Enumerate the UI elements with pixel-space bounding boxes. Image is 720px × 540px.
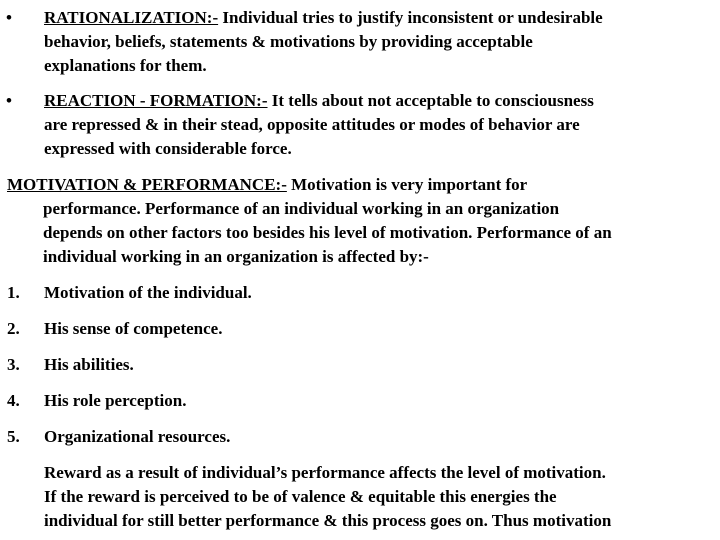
factor-number: 2. [7, 319, 20, 338]
text-line: behavior, beliefs, statements & motivations by providing acceptable [44, 32, 533, 51]
factor-text: His sense of competence. [44, 319, 223, 338]
text-line: Individual tries to justify inconsistent or undesirable [218, 8, 603, 27]
factor-number: 5. [7, 427, 20, 446]
bullet-item-reaction-formation [0, 89, 716, 161]
text-line: If the reward is perceived to be of valence & equitable this energies the [44, 487, 557, 506]
text-line: Motivation is very important for [286, 175, 528, 194]
bullet-symbol: • [6, 91, 12, 110]
factor-text: His role perception. [44, 391, 187, 410]
text-line: individual for still better performance & this process goes on. Thus motivation [44, 511, 612, 530]
factor-number: 3. [7, 355, 20, 374]
term-motivation-performance: MOTIVATION & PERFORMANCE:- [7, 175, 287, 194]
term-reaction-formation: REACTION - FORMATION:- [44, 91, 268, 110]
factor-item [7, 317, 707, 341]
text-line: individual working in an organization is affected by:- [43, 247, 429, 266]
text-line: explanations for them. [44, 56, 207, 75]
motivation-performance-paragraph [7, 173, 717, 269]
factor-text: Organizational resources. [44, 427, 231, 446]
factor-item [7, 353, 707, 377]
closing-paragraph [44, 461, 719, 533]
text-line: are repressed & in their stead, opposite attitudes or modes of behavior are [44, 115, 580, 134]
bullet-item-rationalization [0, 6, 716, 78]
factor-item [7, 389, 707, 413]
text-line: expressed with considerable force. [44, 139, 292, 158]
text-line: It tells about not acceptable to consciousness [267, 91, 594, 110]
text-line: Reward as a result of individual’s performance affects the level of motivation. [44, 463, 606, 482]
bullet-symbol: • [6, 8, 12, 27]
text-line: performance. Performance of an individual working in an organization [43, 199, 560, 218]
factor-item [7, 281, 707, 305]
factor-text: Motivation of the individual. [44, 283, 252, 302]
factor-item [7, 425, 707, 449]
term-rationalization: RATIONALIZATION:- [44, 8, 219, 27]
factor-number: 4. [7, 391, 20, 410]
factor-text: His abilities. [44, 355, 134, 374]
factor-number: 1. [7, 283, 20, 302]
text-line: depends on other factors too besides his level of motivation. Performance of an [43, 223, 612, 242]
